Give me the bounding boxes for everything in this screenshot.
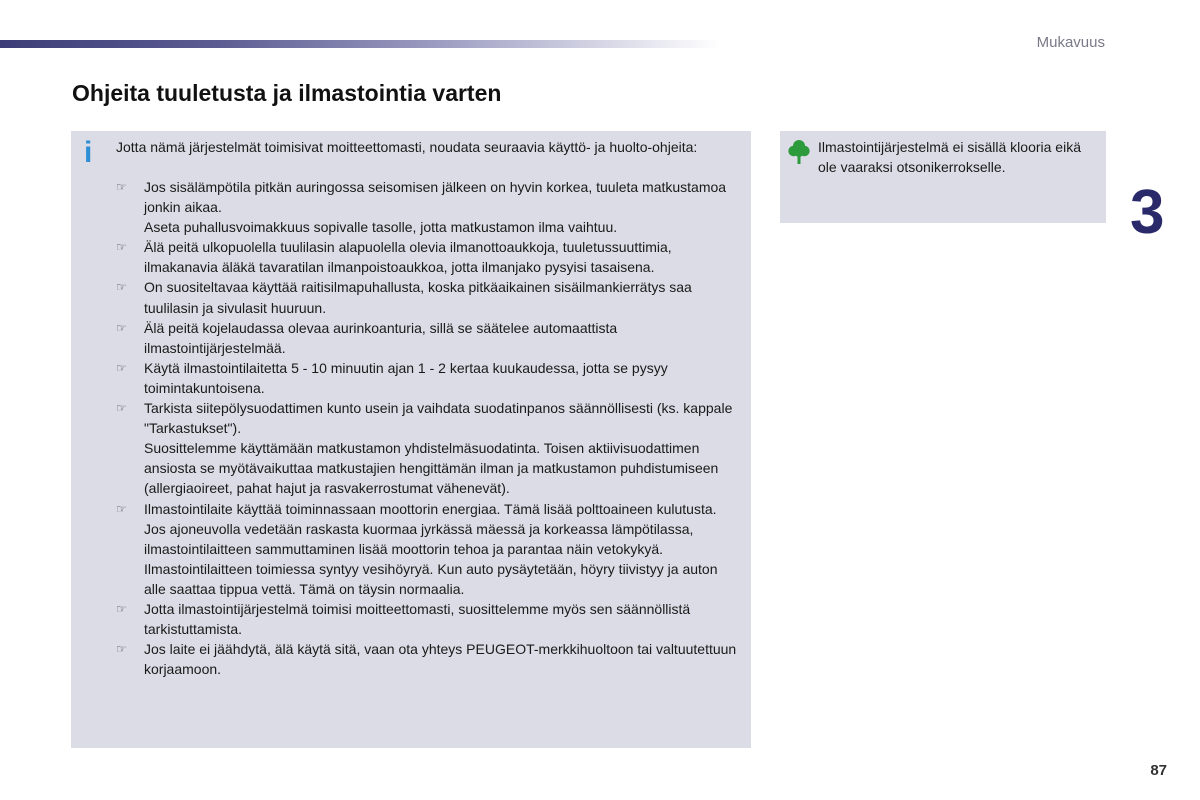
bullet-text: Älä peitä ulkopuolella tuulilasin alapuolella olevia ilmanottoaukkoja, tuuletussuuttimia, ilmakanavia äläkä tavaratilan ilmanpoistoaukkoa, jotta ilmanjako pysyisi tasaisena. [144,239,672,276]
bullet-text: Ilmastointilaitteen toimiessa syntyy vesihöyryä. Kun auto pysäytetään, höyry tiivistyy ja auton alle saattaa tippua vettä. Tämä on täysin normaalia. [144,560,718,597]
bullet-text: Jotta ilmastointijärjestelmä toimisi moitteettomasti, suosittelemme myös sen säännöllistä tarkistuttamista. [144,600,691,638]
pointing-hand-icon: ☞ [116,642,127,657]
pointing-hand-icon: ☞ [116,320,127,335]
info-intro: Jotta nämä järjestelmät toimisivat moitteettomasti, noudata seuraavia käyttö- ja huolto-ohjeita: [116,139,698,155]
pointing-hand-icon: ☞ [116,180,127,194]
bullet-item [116,639,741,679]
pointing-hand-icon: ☞ [116,280,127,295]
bullet-text: Jos ajoneuvolla vedetään raskasta kuormaa jyrkässä mäessä ja korkeassa lämpötilassa, ilmastointilaitteen sammuttaminen lisää moottorin tehoa ja parantaa näin vetokykyä. [144,520,694,557]
pointing-hand-icon: ☞ [116,360,127,375]
bullet-item [116,599,741,639]
bullet-item [116,358,741,398]
bullet-text: Käytä ilmastointilaitetta 5 - 10 minuutin ajan 1 - 2 kertaa kuukaudessa, jotta se pysyy toimintakuntoisena. [144,359,668,396]
tree-icon [788,139,810,165]
bullet-text: Ilmastointilaite käyttää toiminnassaan moottorin energiaa. Tämä lisää polttoaineen kulutusta. [144,500,717,517]
bullet-item [116,318,741,358]
bullet-item [116,499,741,599]
bullet-text: Jos sisälämpötila pitkän auringossa seisomisen jälkeen on hyvin korkea, tuuleta matkustamoa jonkin aikaa. [144,179,727,216]
eco-note-text: Ilmastointijärjestelmä ei sisällä klooria eikä ole vaaraksi otsonikerrokselle. [818,139,1081,176]
chapter-number: 3 [1130,178,1165,247]
bullet-item [116,237,741,277]
bullet-item [116,177,741,237]
pointing-hand-icon: ☞ [116,601,127,616]
bullet-text: Tarkista siitepölysuodattimen kunto usein ja vaihdata suodatinpanos säännöllisesti (ks. kappale "Tarkastukset"). [144,400,733,437]
bullet-text: Aseta puhallusvoimakkuus sopivalle tasolle, jotta matkustamon ilma vaihtuu. [144,219,618,236]
header-gradient-bar [0,40,720,48]
section-label: Mukavuus [1036,34,1105,51]
info-bullet-list [116,177,741,679]
bullet-text: Jos laite ei jäähdytä, älä käytä sitä, vaan ota yhteys PEUGEOT-merkkihuoltoon tai valtuutettuun korjaamoon. [144,641,737,678]
bullet-item [116,398,741,498]
bullet-text: Älä peitä kojelaudassa olevaa aurinkoanturia, sillä se säätelee automaattista ilmastointijärjestelmää. [144,319,618,356]
info-icon: i [84,136,93,169]
page-title: Ohjeita tuuletusta ja ilmastointia varten [72,80,502,106]
pointing-hand-icon: ☞ [116,240,127,255]
bullet-text: Suosittelemme käyttämään matkustamon yhdistelmäsuodatinta. Toisen aktiivisuodattimen ansiosta se myötävaikuttaa matkustajien hengittämän ilman ja matkustamon puhdistumiseen (allergiaoireet, pahat hajut ja rasvakerrostumat vähenevät). [144,440,719,497]
pointing-hand-icon: ☞ [116,401,127,416]
bullet-text: On suositeltavaa käyttää raitisilmapuhallusta, koska pitkäaikainen sisäilmankierrätys saa tuulilasin ja sivulasit huuruun. [144,279,692,316]
bullet-item [116,277,741,317]
pointing-hand-icon: ☞ [116,501,127,516]
page-number: 87 [1150,762,1167,779]
